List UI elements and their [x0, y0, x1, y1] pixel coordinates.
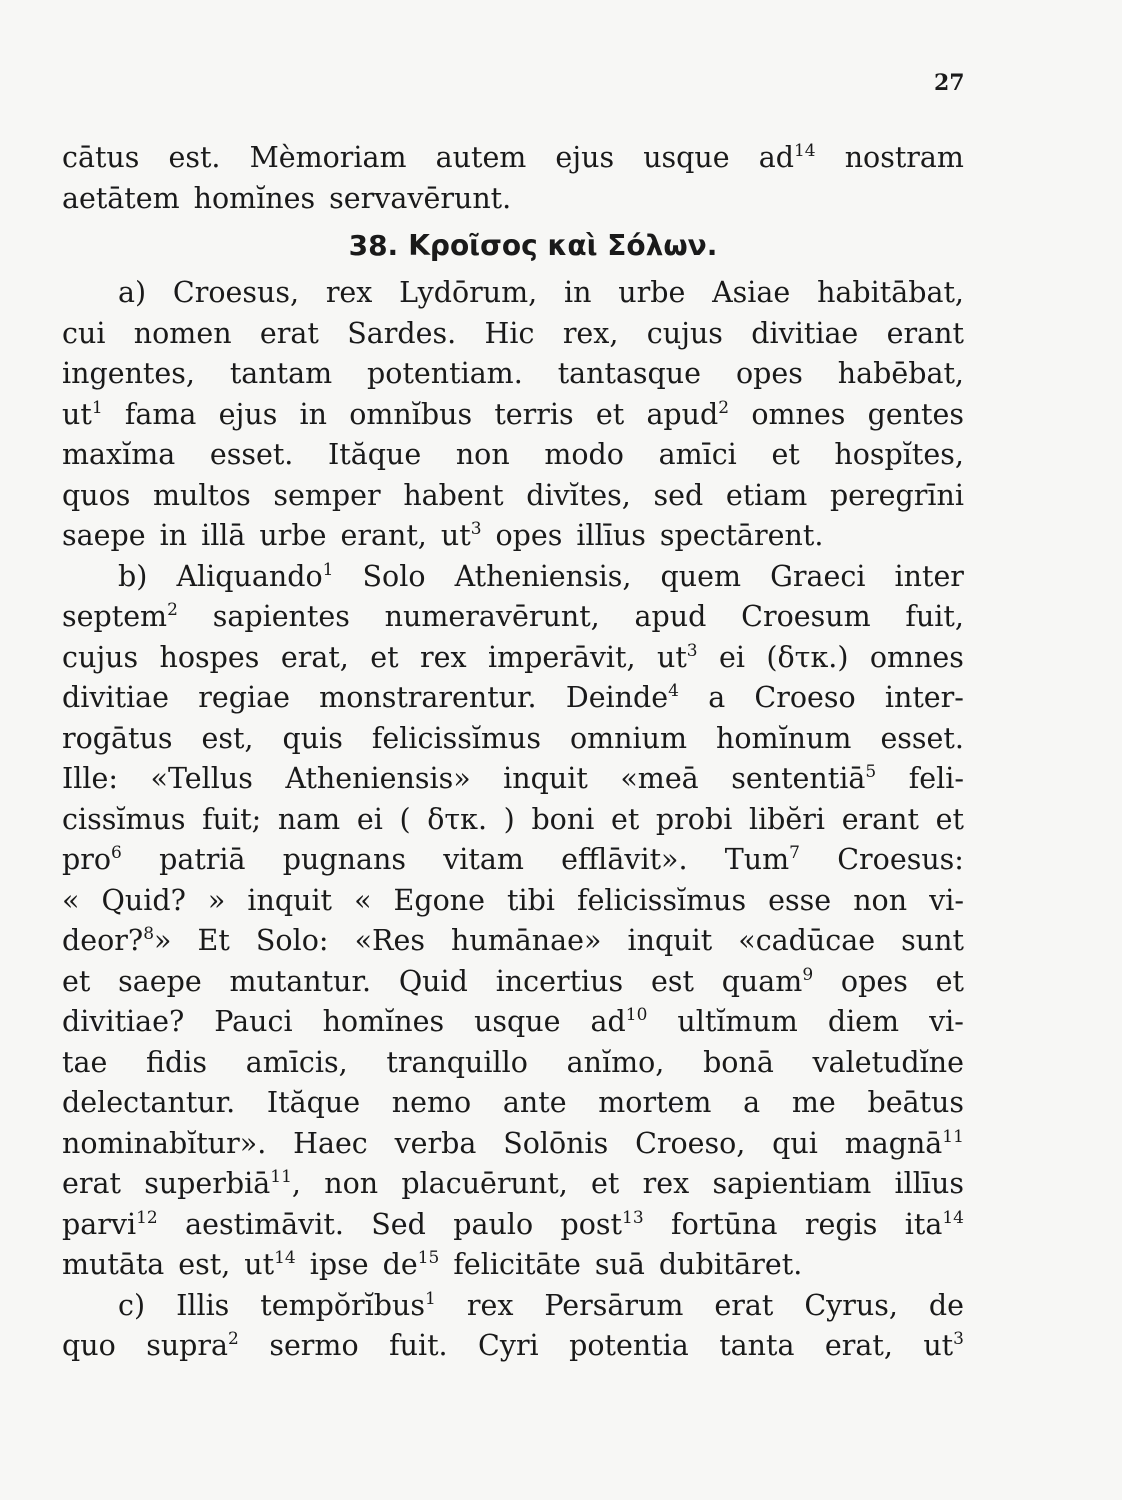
word: autem	[435, 141, 527, 174]
word: inquit	[247, 883, 333, 917]
word: Haec	[293, 1126, 368, 1160]
word: cui	[62, 316, 106, 350]
word: Hic	[484, 316, 535, 350]
section-title: Κροῖσος καὶ Σόλων.	[408, 229, 718, 262]
word: semper	[273, 478, 381, 512]
word: anĭmo,	[566, 1045, 665, 1079]
word: non	[455, 438, 510, 471]
word: »	[207, 883, 226, 917]
word: amīci	[658, 438, 737, 471]
word: feli-	[908, 762, 964, 795]
word: pro$^6$	[62, 843, 122, 876]
word: fuit;	[202, 802, 262, 836]
word: est	[650, 964, 694, 998]
word: rex	[419, 640, 467, 674]
word: est,	[178, 1248, 231, 1281]
text-line	[62, 476, 964, 517]
word: inter	[894, 559, 964, 593]
word: usque	[474, 1005, 561, 1038]
word: a)	[118, 276, 147, 309]
word: saepe	[118, 964, 202, 998]
word: nominabĭtur».	[62, 1126, 267, 1160]
word: est,	[201, 721, 254, 755]
word: placuērunt,	[401, 1167, 568, 1200]
word: sermo	[269, 1329, 359, 1362]
word: a	[708, 681, 726, 714]
word: fidis	[146, 1045, 208, 1079]
word: opes	[495, 519, 563, 552]
word: )	[503, 802, 515, 836]
word: Croeso,	[635, 1126, 746, 1160]
text-line	[62, 1286, 964, 1327]
word: in	[299, 397, 328, 431]
word: in	[563, 276, 592, 309]
word: sententiā$^5$	[731, 762, 877, 795]
word: non	[324, 1167, 379, 1200]
word: erant	[841, 802, 919, 836]
word: homĭnes	[193, 181, 316, 215]
text-line	[62, 800, 964, 841]
word: erat,	[280, 640, 349, 674]
word: ejus	[555, 141, 615, 174]
word: (δτκ.)	[766, 640, 849, 674]
word: Et	[197, 924, 230, 957]
word: ita$^{14}$	[904, 1207, 964, 1241]
word: $ut^3$	[923, 1329, 964, 1362]
word: patriā	[159, 843, 246, 876]
page-number: 27	[934, 70, 965, 96]
word: mutāta	[62, 1248, 165, 1281]
word: Croesus:	[837, 843, 964, 876]
word: illīus	[894, 1167, 964, 1200]
word: cātus	[62, 141, 140, 174]
word: Ităque	[266, 1086, 361, 1119]
word: fuit.	[389, 1329, 448, 1362]
word: mutantur.	[229, 964, 372, 998]
word: Lydōrum,	[399, 276, 538, 309]
word: ultĭmum	[677, 1005, 798, 1038]
word: quem	[660, 559, 742, 593]
word: superbiā$^{11}$,	[144, 1167, 301, 1200]
word: divitiae	[62, 681, 170, 714]
word: divitiae?	[62, 1005, 185, 1038]
word: «meā	[620, 762, 699, 795]
word: Solōnis	[503, 1126, 609, 1160]
word: Egone	[393, 883, 485, 917]
word: qui	[772, 1126, 818, 1160]
word: tranquillo	[386, 1045, 528, 1079]
text-line	[62, 557, 964, 598]
word: aestimāvit.	[185, 1207, 344, 1241]
word: spectārent.	[659, 519, 824, 552]
word: Sardes.	[347, 316, 457, 350]
word: opes	[735, 357, 803, 390]
word: quis	[282, 721, 343, 755]
word: urbe	[259, 519, 327, 552]
word: rex	[642, 1167, 690, 1200]
word: rex	[325, 276, 373, 309]
word: Aliquando$^1$	[176, 559, 334, 593]
word: Sed	[371, 1207, 426, 1241]
text-line	[62, 179, 964, 220]
word: fortūna	[671, 1207, 778, 1241]
word: rogātus	[62, 721, 173, 755]
word: potentia	[569, 1329, 689, 1362]
word: ejus	[218, 397, 278, 431]
word: et	[591, 1167, 620, 1200]
word: habēbat,	[837, 357, 964, 390]
word: divĭtes,	[526, 478, 631, 512]
word: habent	[403, 478, 504, 512]
word: suā	[594, 1248, 645, 1281]
word: omnes	[751, 397, 846, 431]
word: sapientes	[212, 600, 350, 633]
word: quo	[62, 1329, 116, 1362]
word: fuit,	[905, 600, 964, 633]
word: hospes	[159, 640, 260, 674]
word: saepe	[62, 519, 146, 552]
word: cissĭmus	[62, 802, 186, 836]
word: ante	[502, 1086, 567, 1119]
word: $ad^{10}$	[590, 1005, 648, 1038]
word: divitiae	[751, 316, 859, 350]
word: ei	[719, 640, 745, 674]
word: et	[370, 640, 399, 674]
text-line	[62, 840, 964, 881]
word: Pauci	[214, 1005, 293, 1038]
word: sapientiam	[712, 1167, 872, 1200]
word: erant	[886, 316, 964, 350]
word: «Tellus	[150, 762, 253, 795]
word: incertius	[495, 964, 624, 998]
word: Croesum	[741, 600, 871, 633]
text-line	[62, 638, 964, 679]
word: boni	[531, 802, 595, 836]
word: delectantur.	[62, 1086, 236, 1119]
text-line	[62, 314, 964, 355]
word: servavērunt.	[329, 181, 512, 215]
text-line	[62, 435, 964, 476]
word: homĭnum	[716, 721, 852, 755]
word: bonā	[703, 1045, 774, 1079]
text-line	[62, 1043, 964, 1084]
word: tempŏrĭbus$^1$	[260, 1288, 436, 1322]
word: post$^{13}$	[560, 1207, 644, 1241]
word: et	[935, 802, 964, 836]
word: omnĭbus	[349, 397, 473, 431]
word: sunt	[901, 924, 964, 957]
text-line	[62, 1124, 964, 1165]
word: imperāvit,	[487, 640, 636, 674]
word: de	[928, 1288, 964, 1322]
word: beātus	[867, 1086, 964, 1119]
word: numeravērunt,	[384, 600, 600, 633]
word: ei	[356, 802, 383, 836]
word: omnium	[569, 721, 688, 755]
word: terris	[494, 397, 574, 431]
word: et	[595, 397, 625, 431]
word: b)	[118, 559, 148, 593]
word: nam	[277, 802, 341, 836]
word: Quid	[398, 964, 468, 998]
word: nemo	[391, 1086, 472, 1119]
text-line	[62, 516, 964, 557]
word: $ad^{14}$	[758, 141, 816, 174]
word: quos	[62, 478, 131, 512]
section-number: 38.	[348, 229, 399, 262]
word: opes	[840, 964, 908, 998]
word: Atheniensis,	[454, 559, 632, 593]
word: Persārum	[544, 1288, 684, 1322]
word: modo	[544, 438, 624, 471]
word: et	[610, 802, 640, 836]
word: tanta	[719, 1329, 795, 1362]
word: maxĭma	[62, 438, 176, 471]
word: esset.	[880, 721, 964, 755]
word: erat	[62, 1167, 121, 1200]
word: cujus	[646, 316, 723, 350]
word: in	[159, 519, 188, 552]
word: libĕri	[748, 802, 826, 836]
word: tae	[62, 1045, 108, 1079]
text-line	[62, 962, 964, 1003]
word: Quid?	[101, 883, 186, 917]
word: Solo:	[255, 924, 329, 957]
word: valetudĭne	[812, 1045, 964, 1079]
word: Solo	[362, 559, 426, 593]
word: efflāvit».	[561, 843, 688, 876]
word: aetātem	[62, 181, 180, 215]
word: magnā$^{11}$	[844, 1126, 964, 1160]
text-line	[62, 354, 964, 395]
word: me	[791, 1086, 836, 1119]
word: vitam	[443, 843, 524, 876]
word: humānae»	[451, 924, 602, 957]
word: nostram	[844, 141, 964, 174]
word: et	[771, 438, 800, 471]
word: mortem	[598, 1086, 712, 1119]
text-line	[62, 881, 964, 922]
text-line	[62, 273, 964, 314]
word: $ut^{14}$	[244, 1248, 296, 1281]
text-line	[62, 759, 964, 800]
word: diem	[827, 1005, 900, 1038]
word: «	[62, 883, 80, 917]
word: omnes	[869, 640, 964, 674]
word: ingentes,	[62, 357, 195, 390]
text-line	[62, 1002, 964, 1043]
word: inquit	[503, 762, 588, 795]
word: apud$^2$	[646, 397, 730, 431]
word: felicitāte	[453, 1248, 581, 1281]
word: usque	[643, 141, 730, 174]
word: Ităque	[328, 438, 422, 471]
word: «cadūcae	[738, 924, 876, 957]
word: rex	[466, 1288, 514, 1322]
word: Deinde$^4$	[565, 681, 679, 714]
word: erat,	[824, 1329, 893, 1362]
text-line	[62, 138, 964, 179]
word: est.	[168, 141, 221, 174]
word: fama	[124, 397, 197, 431]
word: tantam	[229, 357, 333, 390]
text-line	[62, 1083, 964, 1124]
word: felicissĭmus	[577, 883, 747, 917]
word: cujus	[62, 640, 139, 674]
word: septem$^2$	[62, 600, 178, 633]
word: Graeci	[770, 559, 866, 593]
word: rex,	[562, 316, 619, 350]
word: δτκ.	[427, 802, 488, 836]
word: amīcis,	[245, 1045, 348, 1079]
word: esse	[768, 883, 832, 917]
word: verba	[394, 1126, 477, 1160]
text-line	[62, 395, 964, 436]
word: hospĭtes,	[834, 438, 964, 471]
word: $ut^1$	[62, 397, 103, 431]
word: apud	[634, 600, 707, 633]
word: supra$^2$	[146, 1329, 239, 1362]
text-line	[62, 1326, 964, 1367]
word: sed	[653, 478, 704, 512]
word: tantasque	[557, 357, 702, 390]
word: nomen	[133, 316, 232, 350]
word: gentes	[867, 397, 964, 431]
word: (	[399, 802, 411, 836]
text-line	[62, 678, 964, 719]
word: esset.	[209, 438, 294, 471]
word: Cyri	[478, 1329, 539, 1362]
word: erat	[259, 316, 319, 350]
word: probi	[655, 802, 733, 836]
text-line	[62, 719, 964, 760]
word: peregrīni	[829, 478, 964, 512]
word: monstrarentur.	[319, 681, 537, 714]
word: non	[853, 883, 908, 917]
word: parvi$^{12}$	[62, 1207, 158, 1241]
word: tibi	[507, 883, 555, 917]
word: $ut^3$	[440, 519, 482, 552]
word: regiae	[198, 681, 290, 714]
text-line	[62, 921, 964, 962]
word: Croeso	[754, 681, 856, 714]
word: urbe	[618, 276, 686, 309]
word: dubitāret.	[658, 1248, 803, 1281]
word: c)	[118, 1288, 146, 1322]
word: multos	[153, 478, 251, 512]
section-heading	[62, 219, 964, 273]
word: erat	[714, 1288, 774, 1322]
word: etiam	[725, 478, 808, 512]
word: Croesus,	[172, 276, 300, 309]
word: Atheniensis»	[285, 762, 471, 795]
word: inter-	[884, 681, 964, 714]
word: a	[743, 1086, 761, 1119]
word: Mèmoriam	[249, 141, 407, 174]
word: regis	[804, 1207, 878, 1241]
word: vi-	[929, 1005, 964, 1038]
word: homĭnes	[322, 1005, 445, 1038]
text-line	[62, 597, 964, 638]
word: Tum$^7$	[724, 843, 800, 876]
body-text	[62, 138, 964, 1367]
word: «Res	[354, 924, 425, 957]
word: quam$^9$	[721, 964, 814, 998]
word: pugnans	[282, 843, 406, 876]
word: paulo	[453, 1207, 534, 1241]
word: illīus	[576, 519, 646, 552]
text-line	[62, 1205, 964, 1246]
word: $de^{15}$	[382, 1248, 440, 1281]
word: Ille:	[62, 762, 118, 795]
word: habitābat,	[817, 276, 964, 309]
word: illā	[201, 519, 246, 552]
word: deor?$^8$»	[62, 924, 172, 957]
text-line	[62, 1245, 964, 1286]
word: $ut^3$	[656, 640, 698, 674]
text-line	[62, 1164, 964, 1205]
word: potentiam.	[367, 357, 523, 390]
word: Asiae	[712, 276, 791, 309]
word: et	[62, 964, 91, 998]
word: Cyrus,	[804, 1288, 898, 1322]
word: ipse	[309, 1248, 369, 1281]
word: «	[354, 883, 372, 917]
word: inquit	[627, 924, 713, 957]
word: erant,	[340, 519, 427, 552]
word: vi-	[929, 883, 964, 917]
word: et	[935, 964, 964, 998]
word: felicissĭmus	[371, 721, 541, 755]
word: Illis	[176, 1288, 230, 1322]
